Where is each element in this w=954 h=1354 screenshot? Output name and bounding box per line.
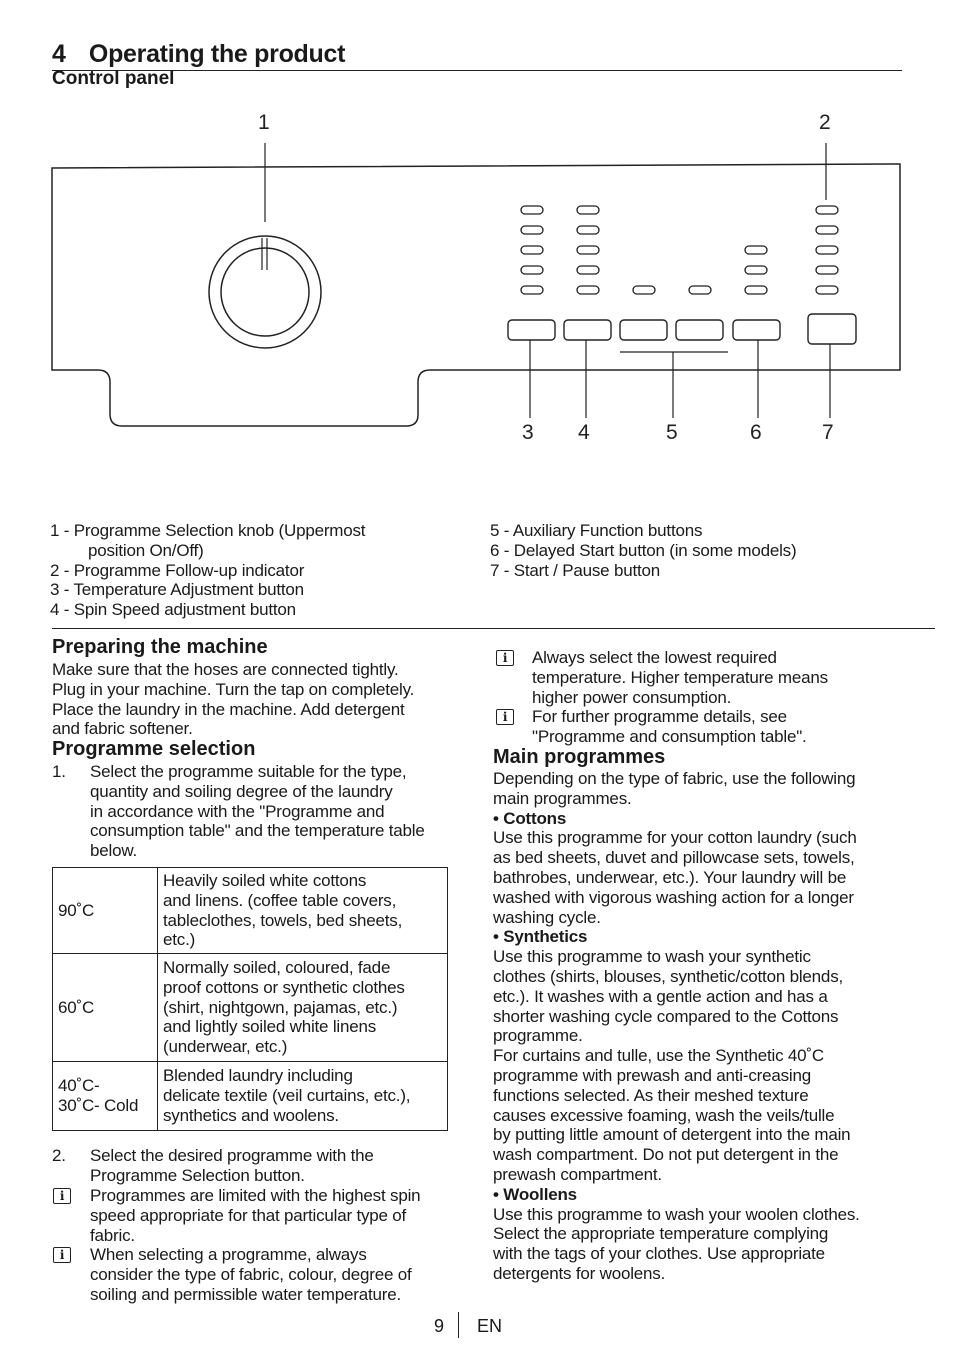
- legend-item: 3 - Temperature Adjustment button: [50, 580, 304, 600]
- footer-divider: [458, 1312, 459, 1338]
- info-icon: i: [53, 1188, 71, 1204]
- note-text: Programmes are limited with the highest spin speed appropriate for that particular type of fabric.: [90, 1186, 421, 1245]
- preparing-text: Make sure that the hoses are connected tightly. Plug in your machine. Turn the tap on completely. Place the laundry in the machine. Add detergent and fabric softener.: [52, 660, 415, 739]
- follow-up-indicator-leds: [816, 206, 838, 294]
- desc-cell: Normally soiled, coloured, fade proof cottons or synthetic clothes (shirt, nightgown, pajamas, etc.) and lightly soiled white linens (underwear, etc.): [158, 954, 448, 1062]
- info-icon: i: [53, 1247, 71, 1263]
- callout-5: 5: [666, 421, 678, 444]
- preparing-heading: Preparing the machine: [52, 636, 268, 658]
- step-number: 2.: [52, 1146, 66, 1165]
- subtitle: Control panel: [52, 68, 175, 89]
- title-rule: [52, 70, 902, 71]
- legend-item: position On/Off): [88, 540, 204, 560]
- note-fabric: [52, 1245, 472, 1305]
- woollens-title: • Woollens: [493, 1184, 577, 1204]
- callout-4: 4: [578, 421, 590, 444]
- synthetics-title: • Synthetics: [493, 927, 588, 947]
- language-code: EN: [477, 1316, 503, 1336]
- desc-cell: Blended laundry including delicate textile (veil curtains, etc.), synthetics and woolens.: [158, 1062, 448, 1131]
- step-text: Select the programme suitable for the type, quantity and soiling degree of the laundry in accordance with the "Programme and consumption table" and the temperature table below.: [90, 762, 425, 861]
- temperature-button: [508, 320, 555, 340]
- led-column-4: [689, 286, 711, 294]
- table-row: [53, 868, 448, 954]
- callout-3: 3: [522, 421, 534, 444]
- legend-item: 1 - Programme Selection knob (Uppermost: [50, 521, 366, 540]
- table-row: [53, 954, 448, 1062]
- auxiliary-button-2: [676, 320, 723, 340]
- note-text: Always select the lowest required temperature. Higher temperature means higher power consumption.: [532, 648, 828, 707]
- led-column-3: [633, 286, 655, 294]
- section-title: Operating the product: [88, 40, 346, 68]
- callout-2: 2: [819, 111, 831, 134]
- step-text: Select the desired programme with the Programme Selection button.: [90, 1146, 374, 1185]
- legend-item: 2 - Programme Follow-up indicator: [50, 560, 305, 580]
- section-heading: [52, 40, 345, 69]
- note-details: [494, 707, 914, 749]
- note-spin: [52, 1186, 472, 1246]
- section-divider: [52, 628, 935, 629]
- cottons-title: • Cottons: [493, 808, 567, 828]
- legend-item: 5 - Auxiliary Function buttons: [490, 521, 703, 540]
- info-icon: i: [496, 650, 514, 666]
- led-column-1: [521, 206, 543, 294]
- callout-1: 1: [258, 111, 270, 134]
- note-temperature: [494, 648, 914, 708]
- panel-outline: [52, 164, 900, 426]
- temp-cell: 90˚C: [53, 868, 158, 954]
- delayed-start-button: [733, 320, 780, 340]
- desc-cell: Heavily soiled white cottons and linens. (coffee table covers, tableclothes, towels, bed sheets, etc.): [158, 868, 448, 954]
- table-row: [53, 1062, 448, 1131]
- temp-cell: 60˚C: [53, 954, 158, 1062]
- step-number: 1.: [52, 762, 66, 781]
- page-footer: [420, 1312, 540, 1340]
- led-column-2: [577, 206, 599, 294]
- legend-right: [490, 521, 910, 580]
- main-programmes-text: Depending on the type of fabric, use the following main programmes. • Cottons Use this programme for your cotton laundry (such as bed sheets, duvet and pillowcase sets, towels, bathrobes, underwear, etc.). Your laundry will be washed with vigorous washing action for a longer washing cycle. • Synthetics Use this programme to wash your synthetic clothes (shirts, blouses, synthetic/cotton blends, etc.). It washes with a gentle action and has a shorter washing cycle compared to the Cottons programme. For curtains and tulle, use the Synthetic 40˚C programme with prewash and anti-creasing functions selected. As their meshed texture causes excessive foaming, wash the veils/tulle by putting little amount of detergent into the main wash compartment. Do not put detergent in the prewash compartment. • Woollens Use this programme to wash your woolen clothes. Select the appropriate temperature complying with the tags of your clothes. Use appropriate detergents for woolens.: [493, 769, 923, 1284]
- callout-6: 6: [750, 421, 762, 444]
- temp-cell: 40˚C- 30˚C- Cold: [53, 1062, 158, 1131]
- page-number: 9: [434, 1316, 445, 1336]
- note-text: When selecting a programme, always consider the type of fabric, colour, degree of soiling and permissible water temperature.: [90, 1245, 412, 1304]
- led-column-5: [745, 246, 767, 294]
- programme-knob: [209, 236, 321, 348]
- auxiliary-button-1: [620, 320, 667, 340]
- legend-item: 6 - Delayed Start button (in some models): [490, 540, 797, 560]
- legend-item: 4 - Spin Speed adjustment button: [50, 600, 296, 620]
- selection-heading: Programme selection: [52, 738, 256, 760]
- note-text: For further programme details, see "Programme and consumption table".: [532, 707, 807, 746]
- temperature-table: [52, 867, 448, 1131]
- control-panel-diagram: [0, 100, 954, 460]
- legend-item: 7 - Start / Pause button: [490, 560, 661, 580]
- step-1: [52, 762, 472, 862]
- step-2: [52, 1146, 472, 1188]
- info-icon: i: [496, 709, 514, 725]
- main-programmes-heading: Main programmes: [493, 746, 666, 768]
- start-pause-button: [808, 314, 856, 344]
- callout-7: 7: [822, 421, 834, 444]
- legend-left: [50, 521, 470, 620]
- spin-speed-button: [564, 320, 611, 340]
- section-number: 4: [52, 40, 66, 68]
